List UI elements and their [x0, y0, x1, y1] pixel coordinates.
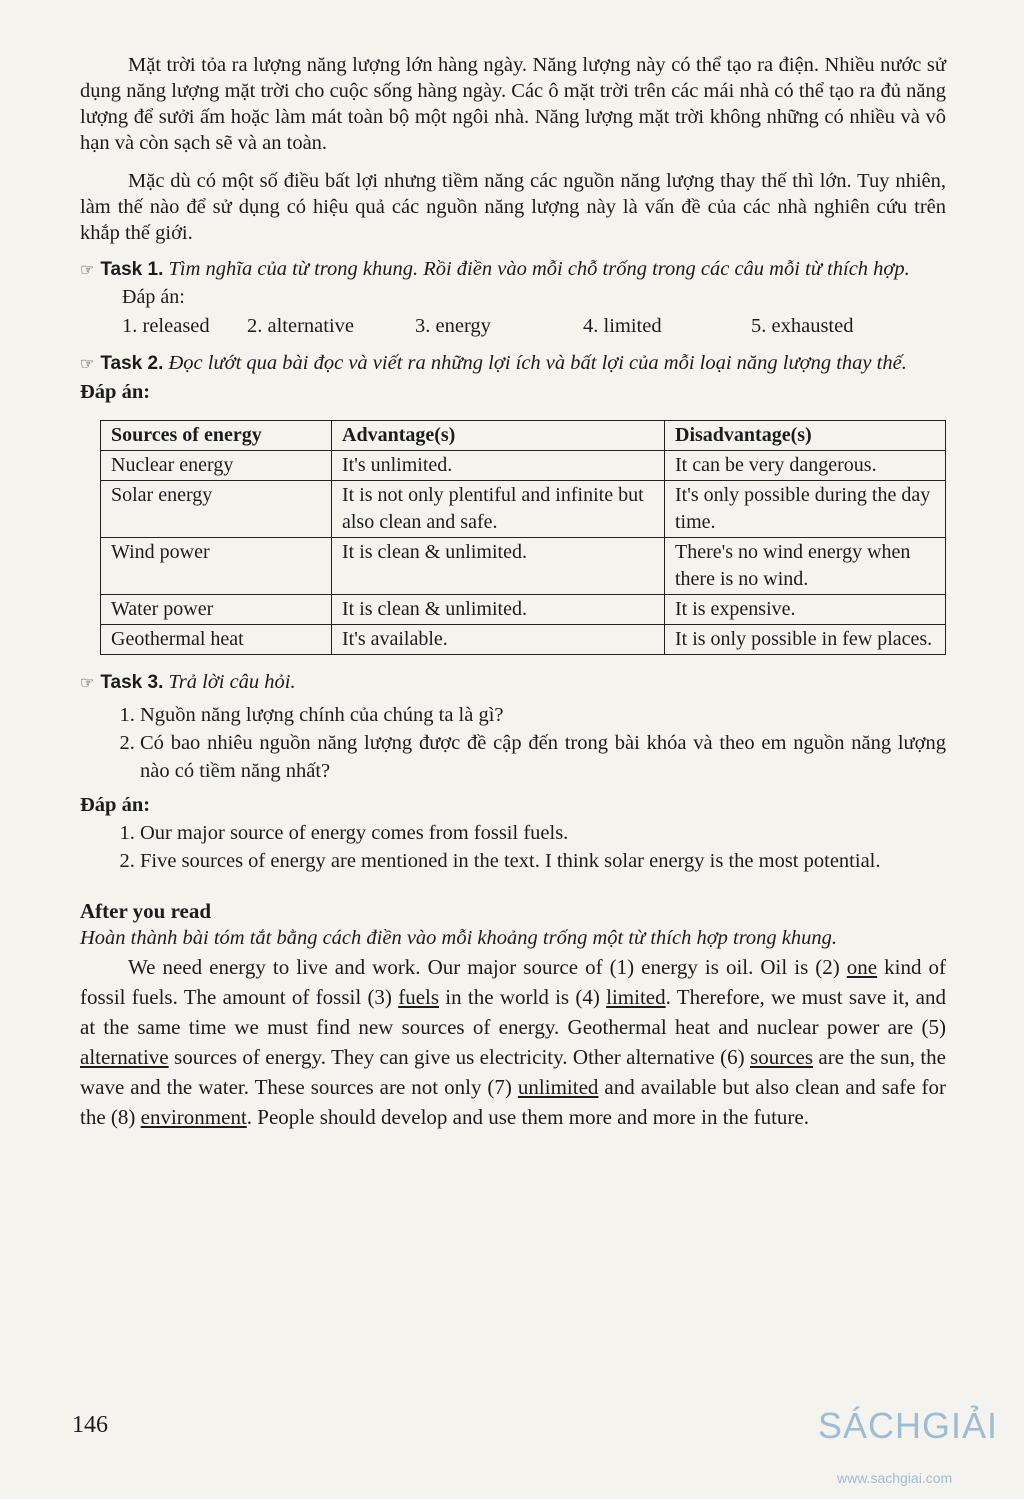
table-cell: It is clean & unlimited. — [332, 538, 665, 595]
task-3-questions — [80, 701, 946, 785]
answer-item: 2. alternative — [247, 315, 355, 337]
intro-paragraph-2: Mặc dù có một số điều bất lợi nhưng tiềm năng các nguồn năng lượng thay thế thì lớn. Tuy nhiên, làm thế nào để sử dụng có hiệu quả các nguồn năng lượng này là vấn đề của các nhà nghiên cứu trên khắp thế giới. — [80, 170, 946, 244]
column-header: Disadvantage(s) — [665, 421, 946, 451]
question-item: 1. Nguồn năng lượng chính của chúng ta là gì? — [140, 701, 946, 729]
answer-label: Đáp án: — [122, 286, 185, 308]
filled-word: fuels — [398, 985, 440, 1009]
task-label: Task 3. — [100, 672, 164, 693]
watermark-url: www.sachgiai.com — [837, 1470, 953, 1486]
intro-paragraph-1: Mặt trời tỏa ra lượng năng lượng lớn hàng ngày. Năng lượng này có thể tạo ra điện. Nhiều nước sử dụng năng lượng mặt trời cho cuộc sống hàng ngày. Các ô mặt trời trên các mái nhà có thể tạo ra đủ năng lượng để sưởi ấm hoặc làm mát toàn bộ một ngôi nhà. Năng lượng mặt trời không những có nhiều và vô hạn và còn sạch sẽ và an toàn. — [80, 54, 946, 154]
question-item: 2. Có bao nhiêu nguồn năng lượng được đề cập đến trong bài khóa và theo em nguồn năng lượng nào có tiềm năng nhất? — [140, 729, 946, 785]
column-header: Sources of energy — [101, 421, 332, 451]
filled-word: one — [846, 955, 878, 979]
filled-word: limited — [606, 985, 666, 1009]
task-3-heading — [80, 669, 946, 697]
table-cell: It is only possible in few places. — [665, 625, 946, 655]
table-cell: It is expensive. — [665, 595, 946, 625]
task-1-answers — [122, 312, 946, 340]
filled-word: sources — [750, 1045, 814, 1069]
summary-text: in the world is (4) — [439, 985, 607, 1009]
table-cell: It's only possible during the day time. — [665, 481, 946, 538]
summary-paragraph — [80, 952, 946, 1132]
watermark-logo: SÁCHGIẢI — [818, 1405, 999, 1446]
pointing-hand-icon: ☞ — [80, 262, 95, 279]
table-row — [101, 451, 946, 481]
answer-item: 3. energy — [415, 315, 491, 337]
summary-text: sources of energy. They can give us electricity. Other alternative (6) — [168, 1045, 751, 1069]
answer-label: Đáp án: — [80, 381, 151, 403]
task-instruction: Trả lời câu hỏi. — [168, 671, 296, 693]
table-cell: It's unlimited. — [332, 451, 665, 481]
table-cell: It is not only plentiful and infinite but also clean and safe. — [332, 481, 665, 538]
page-content — [80, 52, 946, 1132]
summary-text: . Therefore, we must save it, and at the same time we must find new sources of energy. Geothermal heat and nuclear power are (5) — [80, 985, 947, 1039]
answer-item: 1. Our major source of energy comes from fossil fuels. — [140, 819, 946, 847]
table-row — [101, 481, 946, 538]
table-cell: Solar energy — [101, 481, 332, 538]
answer-label: Đáp án: — [80, 794, 151, 816]
pointing-hand-icon: ☞ — [80, 675, 95, 692]
answer-item: 4. limited — [583, 315, 662, 337]
table-header-row — [101, 421, 946, 451]
task-label: Task 1. — [100, 259, 164, 280]
summary-text: We need energy to live and work. Our major source of (1) energy is oil. Oil is (2) — [128, 955, 847, 979]
section-title: After you read — [80, 899, 212, 923]
energy-table — [100, 420, 946, 655]
summary-text: and available but also clean and safe for the (8) — [80, 1075, 946, 1129]
summary-text: kind of fossil fuels. The amount of fossil (3) — [80, 955, 947, 1009]
table-cell: Wind power — [101, 538, 332, 595]
task-label: Task 2. — [100, 353, 164, 374]
summary-text: . People should develop and use them more and more in the future. — [246, 1105, 809, 1129]
section-instruction: Hoàn thành bài tóm tắt bằng cách điền vào mỗi khoảng trống một từ thích hợp trong khung. — [80, 927, 838, 949]
summary-text: are the sun, the wave and the water. These sources are not only (7) — [80, 1045, 947, 1099]
table-cell: Geothermal heat — [101, 625, 332, 655]
task-instruction: Tìm nghĩa của từ trong khung. Rồi điền vào mỗi chỗ trống trong các câu mỗi từ thích hợp. — [168, 258, 910, 280]
task-3-answers — [80, 819, 946, 875]
answer-item: 2. Five sources of energy are mentioned in the text. I think solar energy is the most potential. — [140, 847, 946, 875]
answer-item: 1. released — [122, 315, 210, 337]
task-instruction: Đọc lướt qua bài đọc và viết ra những lợi ích và bất lợi của mỗi loại năng lượng thay thế. — [168, 352, 907, 374]
table-cell: It's available. — [332, 625, 665, 655]
table-cell: Nuclear energy — [101, 451, 332, 481]
task-1-heading — [80, 256, 946, 284]
page-number: 146 — [72, 1412, 108, 1438]
filled-word: environment — [140, 1105, 247, 1129]
table-cell: There's no wind energy when there is no wind. — [665, 538, 946, 595]
task-2-heading — [80, 350, 946, 378]
table-cell: It can be very dangerous. — [665, 451, 946, 481]
table-cell: Water power — [101, 595, 332, 625]
table-row — [101, 595, 946, 625]
table-row — [101, 538, 946, 595]
column-header: Advantage(s) — [332, 421, 665, 451]
pointing-hand-icon: ☞ — [80, 356, 95, 373]
filled-word: unlimited — [517, 1075, 599, 1099]
filled-word: alternative — [80, 1045, 169, 1069]
table-cell: It is clean & unlimited. — [332, 595, 665, 625]
table-row — [101, 625, 946, 655]
answer-item: 5. exhausted — [751, 315, 854, 337]
